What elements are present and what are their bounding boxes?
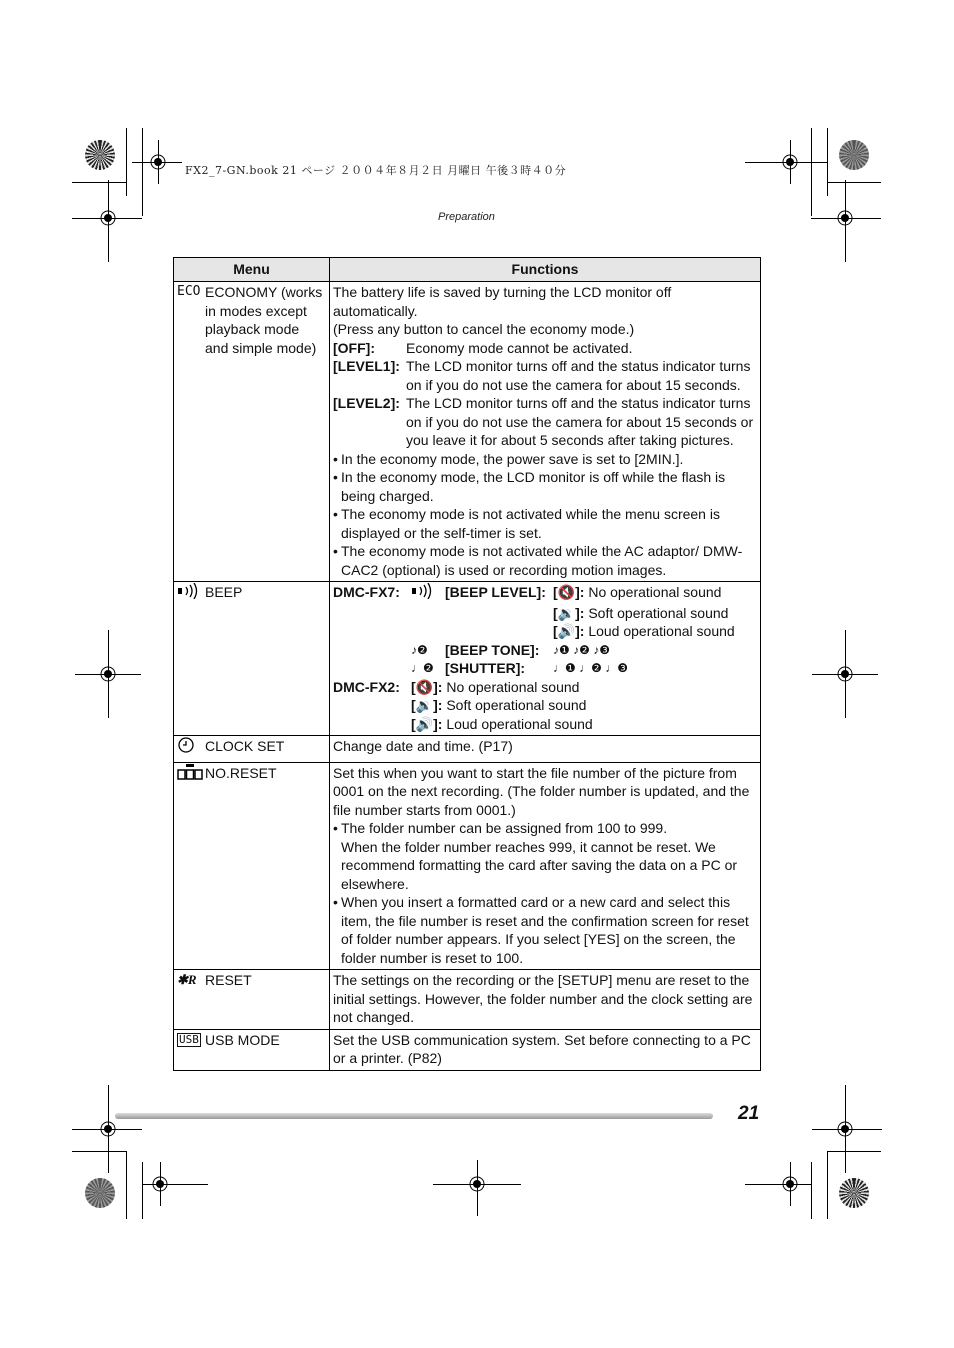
file-number-reset-icon — [177, 764, 205, 787]
registration-target-icon — [466, 1173, 488, 1195]
table-row-usb-mode — [174, 1029, 761, 1070]
registration-target-icon — [834, 663, 856, 685]
beep-tone-options: ♪❶ ♪❷ ♪❸ — [553, 642, 610, 657]
shutter-sound-icon: ♩❷ — [411, 661, 434, 675]
color-rosette-icon — [839, 1178, 869, 1208]
menu-label-clock-set: CLOCK SET — [205, 738, 285, 754]
table-row-no-reset — [174, 762, 761, 970]
option-desc-level1: The LCD monitor turns off and the status indicator turns on if you do not use the camera for about 15 seconds. — [406, 358, 751, 393]
bracket-colon: ]: — [433, 697, 443, 713]
print-file-header: FX2_7-GN.book 21 ページ ２００４年８月２日 月曜日 午後３時４０分 — [185, 164, 567, 177]
menu-label-usb-mode: USB MODE — [205, 1031, 280, 1048]
list-item: • The economy mode is not activated while the AC adaptor/ DMW-CAC2 (optional) is used or recording motion images. — [333, 543, 743, 578]
menu-label-beep: BEEP — [205, 584, 243, 600]
bracket: [ — [411, 697, 416, 713]
table-header-row — [174, 258, 761, 282]
beep-tone-label: [BEEP TONE]: — [445, 641, 540, 658]
mute-icon: 🔇 — [415, 678, 434, 695]
registration-target-icon — [779, 1173, 801, 1195]
clock-set-description: Change date and time. (P17) — [330, 736, 761, 763]
beep-option-none: No operational sound — [588, 584, 722, 600]
registration-target-icon — [97, 207, 119, 229]
bracket: [ — [553, 584, 558, 600]
registration-target-icon — [779, 151, 801, 173]
table-row-clock-set — [174, 736, 761, 763]
list-item: • When you insert a formatted card or a new card and select this item, the file number is reset and the confirmation screen for reset of folder number appears. If you select [YES] on the screen, the folder number is reset to 100. — [333, 894, 749, 966]
speaker-icon — [411, 583, 445, 604]
reset-icon: ✱R — [177, 972, 197, 987]
shutter-options: ♩❶ ♩❷ ♩❸ — [553, 661, 628, 675]
table-row-reset — [174, 970, 761, 1030]
beep-settings — [333, 583, 757, 678]
page-number: 21 — [738, 1103, 760, 1124]
model-label-fx7: DMC-FX7: — [333, 584, 400, 600]
menu-label-economy: ECONOMY (works in modes except playback mode and simple mode) — [205, 284, 323, 356]
section-title: Preparation — [438, 211, 495, 223]
registration-target-icon — [97, 663, 119, 685]
economy-intro-note: (Press any button to cancel the economy mode.) — [333, 321, 635, 337]
reset-description: The settings on the recording or the [SETUP] menu are reset to the initial settings. However, the folder number and the clock setting are not changed. — [330, 970, 761, 1030]
bracket: [ — [553, 623, 558, 639]
bracket-colon: ]: — [575, 584, 585, 600]
bracket-colon: ]: — [433, 678, 443, 695]
beep-option-soft: Soft operational sound — [588, 604, 729, 621]
bracket: [ — [411, 678, 416, 695]
list-item: • In the economy mode, the power save is set to [2MIN.]. — [333, 450, 684, 467]
option-key-level2: [LEVEL2]: — [333, 395, 400, 411]
registration-target-icon — [147, 151, 169, 173]
fx2-option-none: No operational sound — [446, 678, 580, 695]
footer-bar — [115, 1113, 713, 1119]
beep-tone-icon: ♪❷ — [411, 642, 428, 657]
bracket-colon: ]: — [433, 715, 443, 732]
beep-speaker-icon — [177, 583, 205, 606]
speaker-loud-icon: 🔊 — [557, 623, 576, 639]
table-row-beep — [174, 582, 761, 736]
list-item: • The folder number can be assigned from 100 to 999. When the folder number reaches 999, it cannot be reset. We recommend formatting the card after saving the data on a PC or elsewhere. — [333, 820, 738, 892]
economy-intro: The battery life is saved by turning the LCD monitor off automatically. — [333, 284, 672, 319]
table-row-economy — [174, 282, 761, 582]
menu-label-reset: RESET — [205, 972, 252, 988]
fx2-option-loud: Loud operational sound — [446, 715, 593, 732]
column-header-menu: Menu — [174, 258, 330, 282]
bracket-colon: ]: — [575, 604, 585, 621]
menu-label-no-reset: NO.RESET — [205, 764, 277, 781]
bracket: [ — [553, 604, 558, 621]
menu-functions-table — [173, 257, 761, 1071]
column-header-functions: Functions — [330, 258, 761, 282]
color-rosette-icon — [85, 140, 115, 170]
clock-icon — [177, 737, 205, 760]
speaker-loud-icon: 🔊 — [415, 715, 434, 732]
option-key-level1: [LEVEL1]: — [333, 358, 400, 374]
option-key-off: [OFF]: — [333, 339, 375, 356]
beep-level-label: [BEEP LEVEL]: — [445, 584, 546, 600]
usb-icon: USB — [179, 1032, 199, 1046]
list-item: • The economy mode is not activated while the menu screen is displayed or the self-timer is set. — [333, 506, 720, 541]
registration-target-icon — [149, 1173, 171, 1195]
option-desc-level2: The LCD monitor turns off and the status indicator turns on if you do not use the camera for about 15 seconds or you leave it for about 5 seconds after taking pictures. — [406, 395, 754, 448]
fx2-settings — [333, 678, 757, 734]
option-desc-off: Economy mode cannot be activated. — [406, 339, 633, 356]
registration-target-icon — [97, 1118, 119, 1140]
bracket-colon: ]: — [575, 623, 585, 639]
fx2-option-soft: Soft operational sound — [446, 697, 587, 713]
speaker-soft-icon: 🔉 — [557, 604, 576, 621]
color-rosette-icon — [85, 1178, 115, 1208]
registration-target-icon — [834, 207, 856, 229]
usb-mode-description: Set the USB communication system. Set before connecting to a PC or a printer. (P82) — [330, 1029, 761, 1070]
beep-option-loud: Loud operational sound — [588, 623, 735, 639]
mute-icon: 🔇 — [557, 584, 576, 600]
bracket: [ — [411, 715, 416, 732]
registration-target-icon — [834, 1118, 856, 1140]
shutter-label: [SHUTTER]: — [445, 660, 526, 676]
economy-icon: ECO — [177, 284, 201, 299]
speaker-soft-icon: 🔉 — [415, 697, 434, 713]
list-item: • In the economy mode, the LCD monitor is off while the flash is being charged. — [333, 469, 726, 504]
no-reset-intro: Set this when you want to start the file number of the picture from 0001 on the next recording. (The folder number is updated, and the file number starts from 0001.) — [333, 764, 750, 818]
model-label-fx2: DMC-FX2: — [333, 678, 400, 695]
color-rosette-icon — [839, 140, 869, 170]
